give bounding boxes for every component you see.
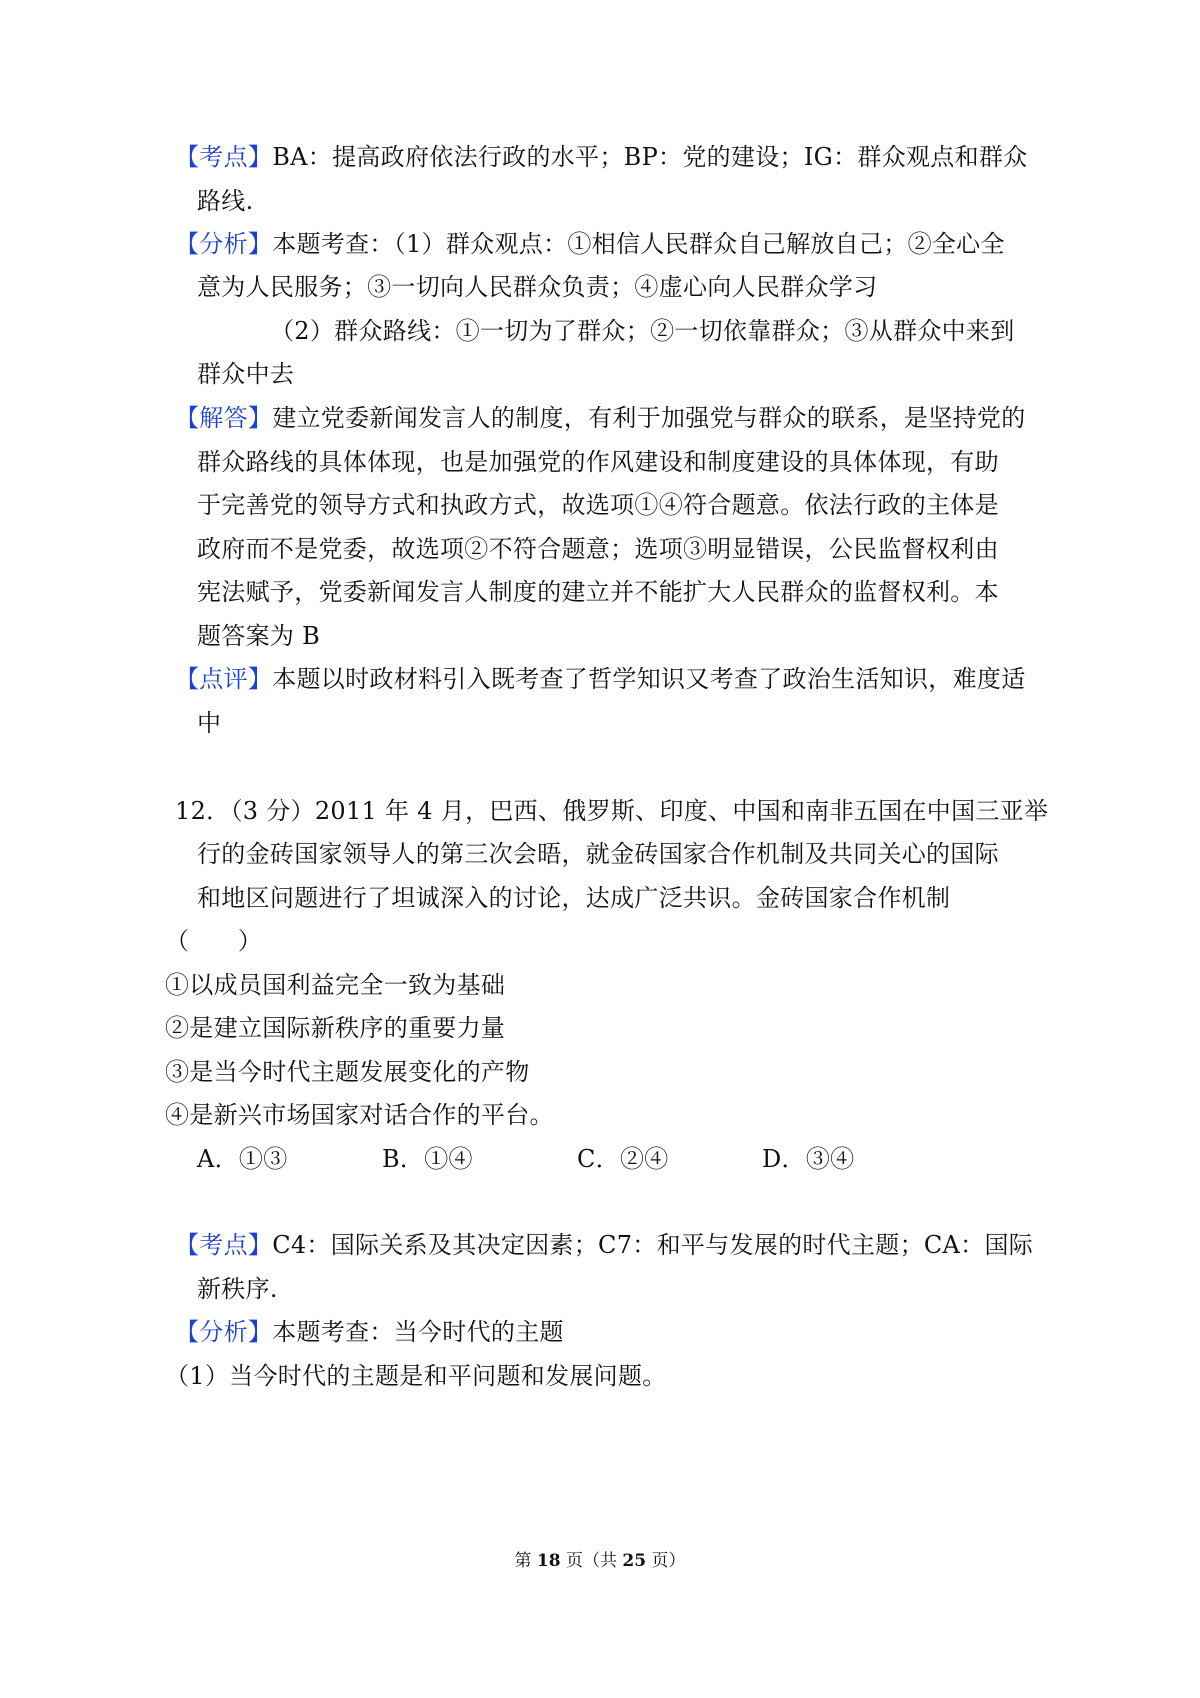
jieda-text-cont: 政府而不是党委，故选项②不符合题意；选项③明显错误，公民监督权利由 — [197, 535, 999, 563]
jieda-text: 建立党委新闻发言人的制度，有利于加强党与群众的联系，是坚持党的 — [272, 404, 1026, 432]
fenxi-text: 本题考查：（1）群众观点：①相信人民群众自己解放自己；②全心全 — [272, 230, 1005, 258]
question-12-stem-cont: 行的金砖国家领导人的第三次会晤，就金砖国家合作机制及共同关心的国际 — [197, 840, 999, 868]
page-number: 18 — [536, 1551, 561, 1571]
jieda-text-cont: 题答案为 B — [197, 622, 321, 650]
kaodian-line — [175, 141, 1028, 173]
footer-middle: 页（共 — [560, 1551, 623, 1571]
kaodian-tag: 【考点】 — [175, 143, 273, 171]
jieda-text-cont: 群众路线的具体体现，也是加强党的作风建设和制度建设的具体体现，有助 — [197, 448, 999, 476]
footer-prefix: 第 — [514, 1551, 537, 1571]
kaodian-text-cont: 路线. — [197, 187, 254, 215]
kaodian-line — [175, 1229, 1033, 1261]
statement-item: ②是建立国际新秩序的重要力量 — [165, 1014, 506, 1042]
jieda-line — [175, 402, 1026, 434]
question-12-stem-cont: 和地区问题进行了坦诚深入的讨论，达成广泛共识。金砖国家合作机制 — [197, 884, 951, 912]
dianping-tag: 【点评】 — [175, 665, 273, 693]
option-d: D．③④ — [762, 1145, 855, 1173]
fenxi-line — [175, 228, 1005, 260]
kaodian-tag: 【考点】 — [175, 1231, 273, 1259]
statement-item: ①以成员国利益完全一致为基础 — [165, 971, 506, 999]
dianping-text-cont: 中 — [197, 709, 222, 737]
option-c: C．②④ — [577, 1145, 669, 1173]
fenxi-text-cont: 群众中去 — [197, 360, 295, 388]
statement-item: ③是当今时代主题发展变化的产物 — [165, 1058, 530, 1086]
fenxi-text-cont: （2）群众路线：①一切为了群众；②一切依靠群众；③从群众中来到 — [270, 317, 1015, 345]
footer-suffix: 页） — [646, 1551, 686, 1571]
jieda-tag: 【解答】 — [175, 404, 273, 432]
answer-blank: （ ） — [165, 927, 263, 955]
page-footer — [0, 1550, 1200, 1572]
question-12-stem: 12．（3 分）2011 年 4 月，巴西、俄罗斯、印度、中国和南非五国在中国三亚举 — [175, 797, 1049, 825]
jieda-text-cont: 于完善党的领导方式和执政方式，故选项①④符合题意。依法行政的主体是 — [197, 491, 999, 519]
kaodian-text-cont: 新秩序. — [197, 1275, 278, 1303]
fenxi-tag: 【分析】 — [175, 1318, 273, 1346]
fenxi-text: 本题考查：当今时代的主题 — [272, 1318, 564, 1346]
option-b: B．①④ — [382, 1145, 473, 1173]
total-pages: 25 — [622, 1551, 647, 1571]
statement-item: ④是新兴市场国家对话合作的平台。 — [165, 1101, 554, 1129]
kaodian-text: C4：国际关系及其决定因素；C7：和平与发展的时代主题；CA：国际 — [272, 1231, 1034, 1259]
dianping-line — [175, 663, 1026, 695]
option-a: A．①③ — [197, 1145, 288, 1173]
fenxi-text-cont: （1）当今时代的主题是和平问题和发展问题。 — [165, 1362, 667, 1390]
dianping-text: 本题以时政材料引入既考查了哲学知识又考查了政治生活知识，难度适 — [272, 665, 1026, 693]
kaodian-text: BA：提高政府依法行政的水平；BP：党的建设；IG：群众观点和群众 — [272, 143, 1028, 171]
jieda-text-cont: 宪法赋予，党委新闻发言人制度的建立并不能扩大人民群众的监督权利。本 — [197, 578, 999, 606]
fenxi-line — [175, 1316, 564, 1348]
fenxi-tag: 【分析】 — [175, 230, 273, 258]
fenxi-text-cont: 意为人民服务；③一切向人民群众负责；④虚心向人民群众学习 — [197, 273, 878, 301]
